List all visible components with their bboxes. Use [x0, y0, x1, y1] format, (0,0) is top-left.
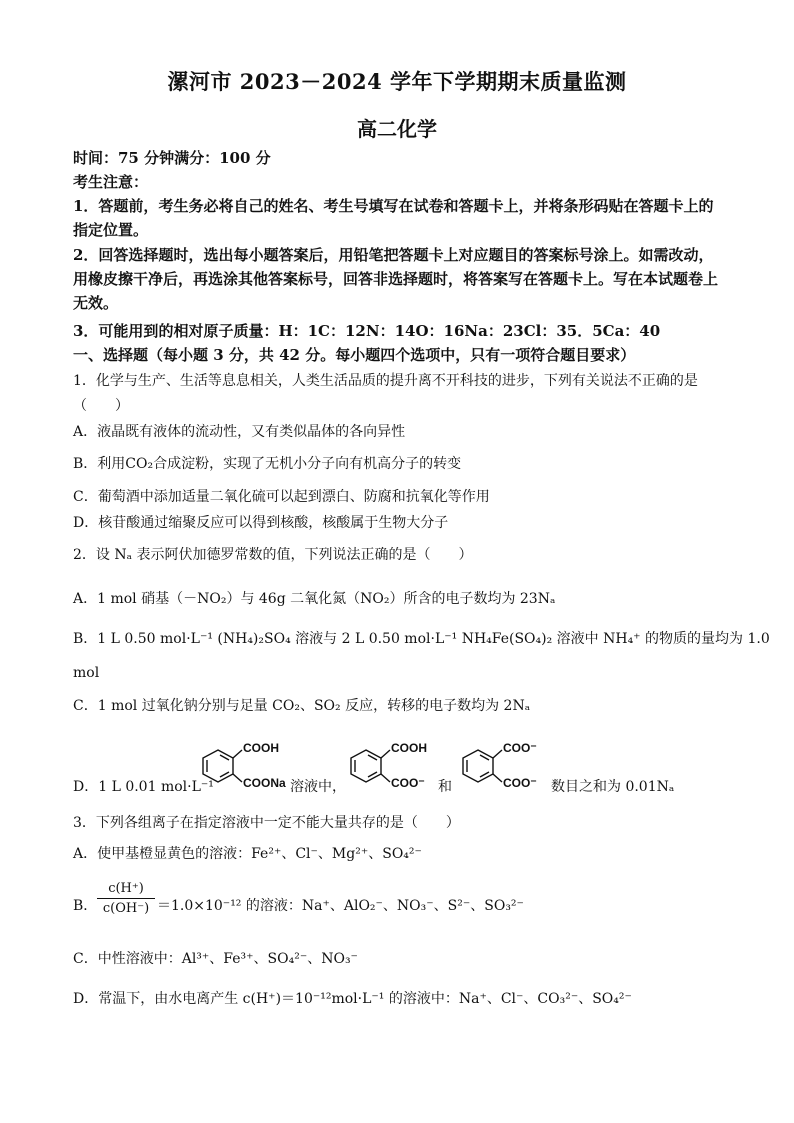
- exam-title: 漯河市 2023－2024 学年下学期期末质量监测: [167, 69, 627, 94]
- q2-option-c: C．1 mol 过氧化钠分别与足量 CO₂、SO₂ 反应，转移的电子数均为 2Nₐ: [73, 698, 531, 714]
- q2-option-d-mid: 溶液中，: [290, 779, 346, 795]
- q1-option-a: A．液晶既有液体的流动性，又有类似晶体的各向异性: [73, 424, 406, 440]
- notice-2: 2．回答选择题时，选出每小题答案后，用铅笔把答题卡上对应题目的答案标号涂上。如需改动，用橡皮擦干净后，再选涂其他答案标号，回答非选择题时，将答案写在答题卡上。写在本试题卷上无效。: [73, 246, 719, 312]
- notice-3: 3．可能用到的相对原子质量：H：1C：12N：14O：16Na：23Cl：35．5Ca：40: [73, 322, 661, 340]
- q1-blank: （ ）: [73, 398, 129, 414]
- exam-subject: 高二化学: [357, 117, 437, 141]
- q2-stem: 2．设 Nₐ 表示阿伏加德罗常数的值，下列说法正确的是（ ）: [73, 547, 473, 563]
- q2-option-a: A．1 mol 硝基（－NO₂）与 46g 二氧化氮（NO₂）所含的电子数均为 23Nₐ: [73, 591, 556, 607]
- struct2-top-group: COOH: [391, 741, 427, 755]
- q3-option-b-fraction: [97, 881, 155, 916]
- q3-stem: 3．下列各组离子在指定溶液中一定不能大量共存的是（ ）: [73, 815, 460, 831]
- q2-option-d-and: 和: [438, 779, 452, 795]
- q1-option-b: B．利用CO₂合成淀粉，实现了无机小分子向有机高分子的转变: [73, 456, 462, 472]
- exam-time: 时间：75 分钟满分：100 分: [73, 149, 271, 167]
- q2-option-b-line2: mol: [73, 665, 100, 681]
- structure-sodium-hydrogen-phthalate: [190, 736, 290, 792]
- notice-heading: 考生注意：: [73, 173, 149, 191]
- section-heading: 一、选择题（每小题 3 分，共 42 分。每小题四个选项中，只有一项符合题目要求）: [73, 346, 636, 364]
- q2-option-d-prefix: D．1 L 0.01 mol·L⁻¹: [73, 779, 214, 795]
- q1-stem: 1．化学与生产、生活等息息相关，人类生活品质的提升离不开科技的进步，下列有关说法不正确的是: [73, 373, 698, 389]
- notice-1: 1．答题前，考生务必将自己的姓名、考生号填写在试卷和答题卡上，并将条形码贴在答题卡上的指定位置。: [73, 197, 714, 239]
- struct3-top-group: COO⁻: [503, 741, 537, 755]
- struct1-top-group: COOH: [243, 741, 279, 755]
- q1-option-d: D．核苷酸通过缩聚反应可以得到核酸，核酸属于生物大分子: [73, 515, 449, 531]
- q3-option-b-label: B．: [73, 898, 98, 914]
- q2-option-b-line1: B．1 L 0.50 mol·L⁻¹ (NH₄)₂SO₄ 溶液与 2 L 0.50 mol·L⁻¹ NH₄Fe(SO₄)₂ 溶液中 NH₄⁺ 的物质的量均为 1.0: [73, 631, 770, 647]
- struct3-bottom-group: COO⁻: [503, 776, 537, 790]
- q3-option-b-text: ＝1.0×10⁻¹² 的溶液：Na⁺、AlO₂⁻、NO₃⁻、S²⁻、SO₃²⁻: [157, 898, 524, 914]
- struct2-bottom-group: COO⁻: [391, 776, 425, 790]
- q3-option-a: A．使甲基橙显黄色的溶液：Fe²⁺、Cl⁻、Mg²⁺、SO₄²⁻: [73, 846, 422, 862]
- q3-option-c: C．中性溶液中：Al³⁺、Fe³⁺、SO₄²⁻、NO₃⁻: [73, 951, 358, 967]
- structure-hydrogen-phthalate-ion: [338, 736, 438, 792]
- q2-option-d-suffix: 数目之和为 0.01Nₐ: [551, 779, 675, 795]
- q1-option-c: C．葡萄酒中添加适量二氧化硫可以起到漂白、防腐和抗氧化等作用: [73, 489, 490, 505]
- q3-option-d: D．常温下，由水电离产生 c(H⁺)＝10⁻¹²mol·L⁻¹ 的溶液中：Na⁺、Cl⁻、CO₃²⁻、SO₄²⁻: [73, 991, 632, 1007]
- structure-phthalate-ion: [450, 736, 550, 792]
- fraction-numerator: c(H⁺): [97, 881, 155, 899]
- struct1-bottom-group: COONa: [243, 776, 286, 790]
- fraction-denominator: c(OH⁻): [102, 901, 150, 916]
